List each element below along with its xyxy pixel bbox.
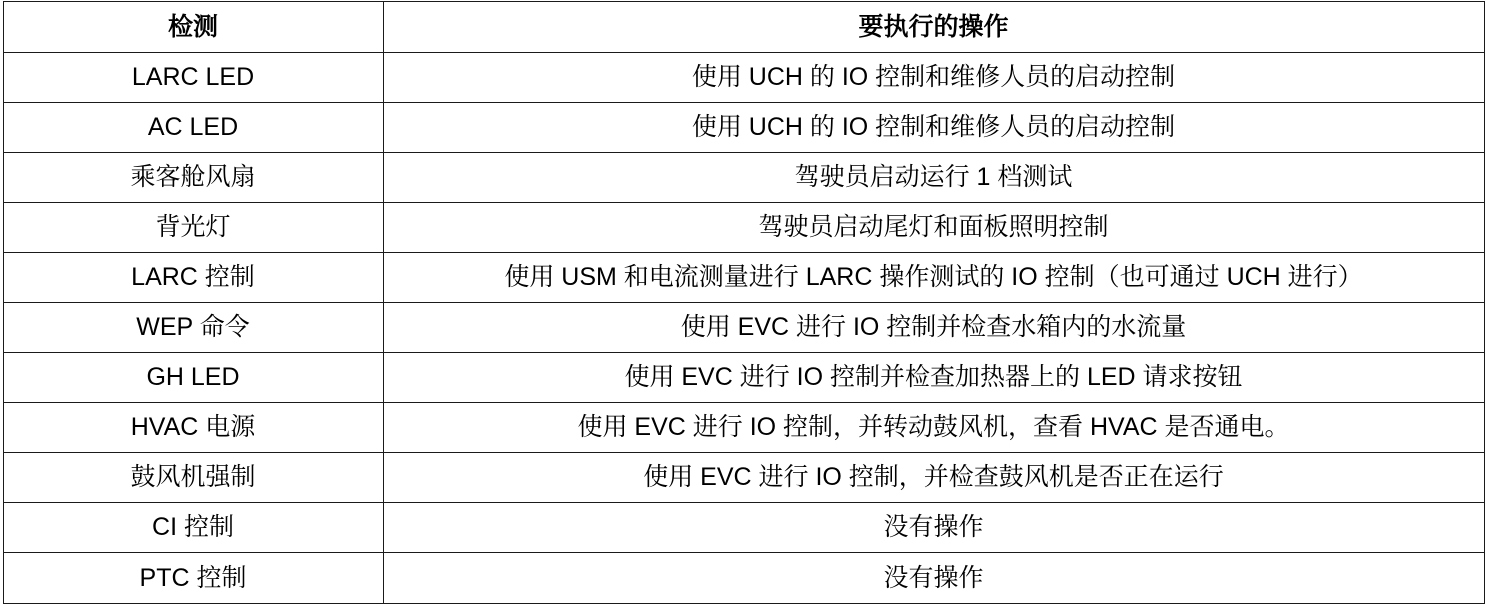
table-header <box>3 2 1484 53</box>
cell-check: AC LED <box>3 103 383 153</box>
table-row <box>3 103 1484 153</box>
cell-check: 背光灯 <box>3 203 383 253</box>
table-row <box>3 503 1484 553</box>
cell-check: LARC LED <box>3 53 383 103</box>
cell-check: HVAC 电源 <box>3 403 383 453</box>
cell-check: 鼓风机强制 <box>3 453 383 503</box>
cell-action: 使用 UCH 的 IO 控制和维修人员的启动控制 <box>383 53 1484 103</box>
table-body <box>3 53 1484 604</box>
cell-action: 使用 EVC 进行 IO 控制，并检查鼓风机是否正在运行 <box>383 453 1484 503</box>
table-row <box>3 403 1484 453</box>
cell-action: 使用 EVC 进行 IO 控制并检查水箱内的水流量 <box>383 303 1484 353</box>
cell-check: WEP 命令 <box>3 303 383 353</box>
column-header-check: 检测 <box>3 2 383 53</box>
cell-action: 使用 EVC 进行 IO 控制，并转动鼓风机，查看 HVAC 是否通电。 <box>383 403 1484 453</box>
table-row <box>3 253 1484 303</box>
cell-action: 使用 UCH 的 IO 控制和维修人员的启动控制 <box>383 103 1484 153</box>
cell-action: 驾驶员启动尾灯和面板照明控制 <box>383 203 1484 253</box>
cell-check: 乘客舱风扇 <box>3 153 383 203</box>
diagnostic-checks-table <box>3 1 1485 604</box>
cell-action: 使用 EVC 进行 IO 控制并检查加热器上的 LED 请求按钮 <box>383 353 1484 403</box>
cell-action: 驾驶员启动运行 1 档测试 <box>383 153 1484 203</box>
table-header-row <box>3 2 1484 53</box>
table-row <box>3 453 1484 503</box>
table-row <box>3 353 1484 403</box>
cell-action: 没有操作 <box>383 503 1484 553</box>
table-row <box>3 203 1484 253</box>
table-row <box>3 153 1484 203</box>
cell-action: 使用 USM 和电流测量进行 LARC 操作测试的 IO 控制（也可通过 UCH 进行） <box>383 253 1484 303</box>
cell-check: PTC 控制 <box>3 553 383 604</box>
cell-check: CI 控制 <box>3 503 383 553</box>
cell-action: 没有操作 <box>383 553 1484 604</box>
table-row <box>3 303 1484 353</box>
table-row <box>3 53 1484 103</box>
cell-check: LARC 控制 <box>3 253 383 303</box>
column-header-action: 要执行的操作 <box>383 2 1484 53</box>
cell-check: GH LED <box>3 353 383 403</box>
table-row <box>3 553 1484 604</box>
